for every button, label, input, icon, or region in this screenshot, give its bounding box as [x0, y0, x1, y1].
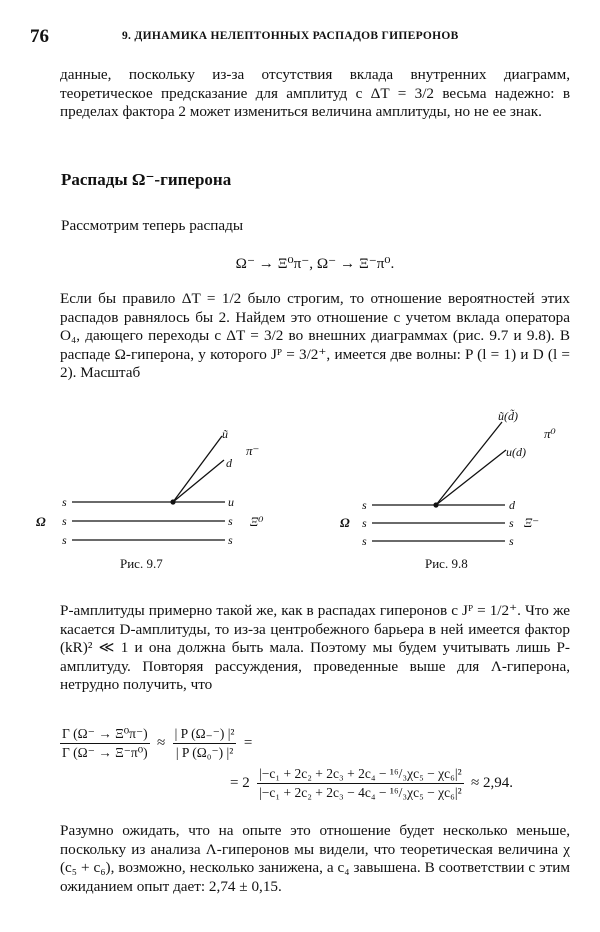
fig97-xi-label: Ξ⁰	[250, 514, 264, 529]
fig98-pion-label: π⁰	[544, 426, 556, 441]
figure-9-8-diagram	[330, 400, 575, 555]
fig97-right-quark-3: s	[228, 533, 233, 547]
equals-sign: =	[243, 735, 253, 751]
fig98-right-quark-2: s	[509, 516, 514, 530]
p-numerator: | P (Ω₋⁻) |²	[173, 726, 237, 744]
paragraph-2: Если бы правило ΔT = 1/2 было строгим, то отношение вероятностей этих распадов равнялось бы 2. Найдем это отношение с учетом вклада оператора O₄, дающего переходы с ΔT = 3/2 во внешних диаграммах (рис. 9.7 и 9.8). В распаде Ω-гиперона, у которого Jᴾ = 3/2⁺, имеется две волны: P (l = 1) и D (l = 2). Масштаб	[60, 290, 570, 382]
paragraph-3: P-амплитуды примерно такой же, как в распадах гиперонов с Jᴾ = 1/2⁺. Что же касается D-амплитуды, то из-за центробежного барьера в ней имеется фактор (kR)² ≪ 1 и она должна быть мала. Поэтому мы будем учитывать лишь P-амплитуду. Повторяя рассуждения, проведенные выше для Λ-гиперона, нетрудно получить, что	[60, 602, 570, 694]
gamma-numerator: Γ (Ω⁻ → Ξ⁰π⁻)	[60, 726, 150, 744]
decays-equation: Ω⁻ → Ξ⁰π⁻, Ω⁻ → Ξ⁻π⁰.	[235, 255, 395, 272]
fig97-left-quark-1: s	[62, 495, 67, 509]
fig97-emitted-quark-2: d	[226, 456, 232, 470]
fig97-left-quark-3: s	[62, 533, 67, 547]
fig97-omega-label: Ω	[36, 514, 46, 529]
approx-sign: ≈	[157, 735, 166, 751]
gamma-ratio	[60, 726, 150, 761]
fig97-left-quark-2: s	[62, 514, 67, 528]
section-heading: Распады Ω⁻-гиперона	[61, 170, 232, 189]
ratio-equation-line-2	[226, 766, 517, 801]
fig98-left-quark-2: s	[362, 516, 367, 530]
figure-9-8-caption: Рис. 9.8	[425, 556, 468, 571]
paragraph-4: Разумно ожидать, что на опыте это отношение будет несколько меньше, поскольку из анализа Λ-гиперонов мы видели, что теоретическая величина χ (c₅ + c₆), возможно, несколько занижена, а c₄ завышена. В соответствии с этим ожиданием опыт дает: 2,74 ± 0,15.	[60, 822, 570, 895]
fig97-emitted-quark-1: ũ	[222, 427, 228, 441]
fig98-left-quark-3: s	[362, 534, 367, 548]
page-header	[30, 26, 575, 48]
fig97-right-quark-1: u	[228, 495, 234, 509]
fig97-pion-label: π⁻	[246, 443, 260, 458]
ratio-result: ≈ 2,94.	[471, 775, 513, 791]
fig98-omega-label: Ω	[340, 515, 350, 530]
running-title: 9. ДИНАМИКА НЕЛЕПТОННЫХ РАСПАДОВ ГИПЕРОНОВ	[122, 30, 459, 42]
ratio-equation-line-1	[60, 726, 256, 761]
coefficient-ratio	[257, 766, 464, 801]
fig98-xi-label: Ξ⁻	[524, 515, 540, 530]
coefficient-denominator: |−c₁ + 2c₂ + 2c₃ − 4c₄ − ¹⁶/₃χc₅ − χc₆|²	[259, 785, 462, 800]
fig98-right-quark-3: s	[509, 534, 514, 548]
fig98-emitted-quark-2: u(d)	[506, 445, 526, 459]
figure-9-7-caption: Рис. 9.7	[120, 556, 163, 571]
fig98-left-quark-1: s	[362, 498, 367, 512]
fig97-right-quark-2: s	[228, 514, 233, 528]
fig98-emitted-quark-1: ũ(d̃)	[498, 409, 518, 423]
gamma-denominator: Γ (Ω⁻ → Ξ⁻π⁰)	[62, 745, 148, 760]
equals-two: = 2	[230, 775, 250, 791]
page-number: 76	[30, 26, 49, 47]
p-denominator: | P (Ω₀⁻) |²	[175, 745, 234, 760]
figure-9-7-diagram	[30, 420, 285, 555]
fig98-right-quark-1: d	[509, 498, 515, 512]
coefficient-numerator: |−c₁ + 2c₂ + 2c₃ + 2c₄ − ¹⁶/₃χc₅ − χc₆|²	[257, 766, 464, 784]
p-amplitude-ratio	[173, 726, 237, 761]
intro-paragraph: данные, поскольку из-за отсутствия вклада внутренних диаграмм, теоретическое предсказание для амплитуд с ΔT = 3/2 весьма надежно: в пределах фактора 2 может измениться величина амплитуды, но не ее знак.	[60, 66, 570, 121]
lead-in-text: Рассмотрим теперь распады	[61, 217, 244, 234]
